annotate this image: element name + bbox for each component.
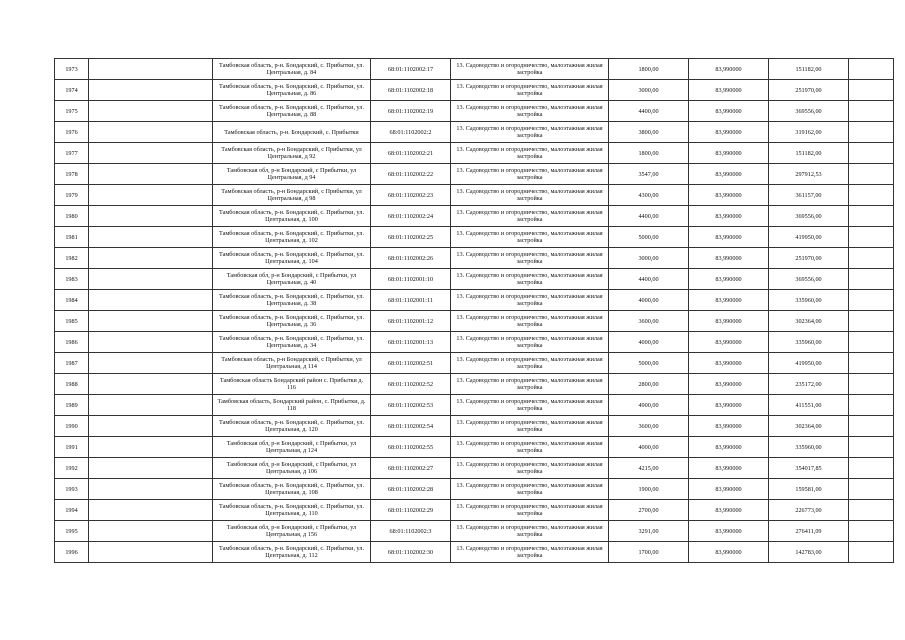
empty-cell (849, 332, 894, 353)
row-number: 1994 (55, 500, 89, 521)
area-cell: 3600,00 (609, 311, 689, 332)
address-cell: Тамбовская область, р-н. Бондарский, с. Прибытки, ул. Центральная, д. 112 (213, 542, 371, 563)
row-number: 1973 (55, 59, 89, 80)
table-row (55, 374, 894, 395)
cadastral-value-cell: 302364,00 (769, 311, 849, 332)
address-cell: Тамбовская область, р-н. Бондарский, с. Прибытки, ул. Центральная, д. 34 (213, 332, 371, 353)
empty-cell (89, 164, 213, 185)
empty-cell (849, 500, 894, 521)
specific-value-cell: 83,990000 (689, 269, 769, 290)
area-cell: 4400,00 (609, 269, 689, 290)
address-cell: Тамбовская область, р-н. Бондарский, с. Прибытки, ул. Центральная, д. 110 (213, 500, 371, 521)
cadastral-number-cell: 68:01:1102002:26 (371, 248, 451, 269)
address-cell: Тамбовская обл, р-н Бондарский, с Прибытки, ул Центральная, д 156 (213, 521, 371, 542)
specific-value-cell: 83,990000 (689, 458, 769, 479)
land-use-cell: 13. Садоводство и огородничество, малоэтажная жилая застройка (451, 227, 609, 248)
land-use-cell: 13. Садоводство и огородничество, малоэтажная жилая застройка (451, 206, 609, 227)
specific-value-cell: 83,990000 (689, 290, 769, 311)
table-row (55, 122, 894, 143)
row-number: 1988 (55, 374, 89, 395)
area-cell: 2800,00 (609, 374, 689, 395)
cadastral-value-cell: 159581,00 (769, 479, 849, 500)
cadastral-value-cell: 251970,00 (769, 248, 849, 269)
empty-cell (89, 353, 213, 374)
table-row (55, 395, 894, 416)
area-cell: 3000,00 (609, 248, 689, 269)
address-cell: Тамбовская обл, р-н Бондарский, с Прибытки, ул Центральная, д 106 (213, 458, 371, 479)
area-cell: 4300,00 (609, 185, 689, 206)
cadastral-number-cell: 68:01:1102002:23 (371, 185, 451, 206)
row-number: 1979 (55, 185, 89, 206)
cadastral-number-cell: 68:01:1102002:51 (371, 353, 451, 374)
specific-value-cell: 83,990000 (689, 374, 769, 395)
cadastral-number-cell: 68:01:1102002:21 (371, 143, 451, 164)
empty-cell (849, 59, 894, 80)
land-use-cell: 13. Садоводство и огородничество, малоэтажная жилая застройка (451, 521, 609, 542)
specific-value-cell: 83,990000 (689, 227, 769, 248)
cadastral-value-cell: 302364,00 (769, 416, 849, 437)
cadastral-number-cell: 68:01:1102002:52 (371, 374, 451, 395)
cadastral-number-cell: 68:01:1102001:13 (371, 332, 451, 353)
specific-value-cell: 83,990000 (689, 416, 769, 437)
table-row (55, 542, 894, 563)
cadastral-number-cell: 68:01:1102002:29 (371, 500, 451, 521)
specific-value-cell: 83,990000 (689, 185, 769, 206)
empty-cell (849, 143, 894, 164)
specific-value-cell: 83,990000 (689, 395, 769, 416)
row-number: 1989 (55, 395, 89, 416)
row-number: 1990 (55, 416, 89, 437)
land-use-cell: 13. Садоводство и огородничество, малоэтажная жилая застройка (451, 332, 609, 353)
area-cell: 3547,00 (609, 164, 689, 185)
empty-cell (849, 395, 894, 416)
land-use-cell: 13. Садоводство и огородничество, малоэтажная жилая застройка (451, 458, 609, 479)
address-cell: Тамбовская область, р-н. Бондарский, с. Прибытки, ул. Центральная, д. 36 (213, 311, 371, 332)
area-cell: 4900,00 (609, 395, 689, 416)
cadastral-number-cell: 68:01:1102002:3 (371, 521, 451, 542)
table-row (55, 500, 894, 521)
row-number: 1980 (55, 206, 89, 227)
land-use-cell: 13. Садоводство и огородничество, малоэтажная жилая застройка (451, 101, 609, 122)
empty-cell (849, 353, 894, 374)
empty-cell (89, 416, 213, 437)
land-use-cell: 13. Садоводство и огородничество, малоэтажная жилая застройка (451, 122, 609, 143)
cadastral-number-cell: 68:01:1102002:55 (371, 437, 451, 458)
row-number: 1978 (55, 164, 89, 185)
cadastral-value-cell: 361157,00 (769, 185, 849, 206)
land-use-cell: 13. Садоводство и огородничество, малоэтажная жилая застройка (451, 479, 609, 500)
specific-value-cell: 83,990000 (689, 206, 769, 227)
cadastral-value-cell: 335960,00 (769, 332, 849, 353)
address-cell: Тамбовская обл, р-н Бондарский, с Прибытки, ул Центральная, д 124 (213, 437, 371, 458)
empty-cell (849, 248, 894, 269)
land-use-cell: 13. Садоводство и огородничество, малоэтажная жилая застройка (451, 311, 609, 332)
empty-cell (89, 143, 213, 164)
cadastral-value-cell: 297912,53 (769, 164, 849, 185)
address-cell: Тамбовская область, р-н Бондарский, с Прибытки, ул Центральная, д 98 (213, 185, 371, 206)
empty-cell (849, 479, 894, 500)
empty-cell (89, 122, 213, 143)
address-cell: Тамбовская область, р-н. Бондарский, с. Прибытки, ул. Центральная, д. 86 (213, 80, 371, 101)
empty-cell (89, 395, 213, 416)
address-cell: Тамбовская область, р-н. Бондарский, с. Прибытки, ул. Центральная, д. 102 (213, 227, 371, 248)
cadastral-number-cell: 68:01:1102002:18 (371, 80, 451, 101)
row-number: 1993 (55, 479, 89, 500)
area-cell: 1800,00 (609, 143, 689, 164)
specific-value-cell: 83,990000 (689, 332, 769, 353)
cadastral-number-cell: 68:01:1102002:54 (371, 416, 451, 437)
land-use-cell: 13. Садоводство и огородничество, малоэтажная жилая застройка (451, 542, 609, 563)
cadastral-value-cell: 151182,00 (769, 143, 849, 164)
area-cell: 3800,00 (609, 122, 689, 143)
empty-cell (89, 206, 213, 227)
table-row (55, 353, 894, 374)
cadastral-value-cell: 369556,00 (769, 101, 849, 122)
address-cell: Тамбовская область, р-н. Бондарский, с. Прибытки (213, 122, 371, 143)
empty-cell (89, 542, 213, 563)
address-cell: Тамбовская обл, р-н Бондарский, с Прибытки, ул Центральная, д 94 (213, 164, 371, 185)
row-number: 1986 (55, 332, 89, 353)
empty-cell (849, 101, 894, 122)
table-row (55, 437, 894, 458)
area-cell: 1800,00 (609, 59, 689, 80)
address-cell: Тамбовская область, р-н. Бондарский, с. Прибытки, ул. Центральная, д. 100 (213, 206, 371, 227)
area-cell: 1900,00 (609, 479, 689, 500)
address-cell: Тамбовская область, р-н Бондарский, с Прибытки, ул Центральная, д 114 (213, 353, 371, 374)
cadastral-value-cell: 226773,00 (769, 500, 849, 521)
cadastral-number-cell: 68:01:1102001:12 (371, 311, 451, 332)
area-cell: 4215,00 (609, 458, 689, 479)
empty-cell (89, 59, 213, 80)
cadastral-number-cell: 68:01:1102002:17 (371, 59, 451, 80)
land-use-cell: 13. Садоводство и огородничество, малоэтажная жилая застройка (451, 416, 609, 437)
area-cell: 3600,00 (609, 416, 689, 437)
land-use-cell: 13. Садоводство и огородничество, малоэтажная жилая застройка (451, 59, 609, 80)
empty-cell (89, 374, 213, 395)
address-cell: Тамбовская область, р-н Бондарский, с Прибытки, ул Центральная, д 92 (213, 143, 371, 164)
empty-cell (89, 101, 213, 122)
land-use-cell: 13. Садоводство и огородничество, малоэтажная жилая застройка (451, 164, 609, 185)
cadastral-value-cell: 276411,09 (769, 521, 849, 542)
cadastral-number-cell: 68:01:1102002:53 (371, 395, 451, 416)
table-row (55, 143, 894, 164)
specific-value-cell: 83,990000 (689, 542, 769, 563)
empty-cell (89, 80, 213, 101)
empty-cell (849, 437, 894, 458)
area-cell: 2700,00 (609, 500, 689, 521)
cadastral-value-cell: 419950,00 (769, 353, 849, 374)
cadastral-number-cell: 68:01:1102002:19 (371, 101, 451, 122)
table-row (55, 80, 894, 101)
specific-value-cell: 83,990000 (689, 353, 769, 374)
empty-cell (89, 437, 213, 458)
land-use-cell: 13. Садоводство и огородничество, малоэтажная жилая застройка (451, 437, 609, 458)
empty-cell (849, 311, 894, 332)
address-cell: Тамбовская область, р-н. Бондарский, с. Прибытки, ул. Центральная, д. 38 (213, 290, 371, 311)
land-use-cell: 13. Садоводство и огородничество, малоэтажная жилая застройка (451, 269, 609, 290)
empty-cell (89, 269, 213, 290)
land-use-cell: 13. Садоводство и огородничество, малоэтажная жилая застройка (451, 143, 609, 164)
area-cell: 5000,00 (609, 353, 689, 374)
address-cell: Тамбовская область, р-н. Бондарский, с. Прибытки, ул. Центральная, д. 84 (213, 59, 371, 80)
empty-cell (849, 122, 894, 143)
specific-value-cell: 83,990000 (689, 101, 769, 122)
row-number: 1976 (55, 122, 89, 143)
table-row (55, 290, 894, 311)
cadastral-value-cell: 354017,85 (769, 458, 849, 479)
area-cell: 4000,00 (609, 290, 689, 311)
row-number: 1996 (55, 542, 89, 563)
empty-cell (89, 290, 213, 311)
area-cell: 4000,00 (609, 437, 689, 458)
empty-cell (849, 269, 894, 290)
cadastral-number-cell: 68:01:1102002:2 (371, 122, 451, 143)
cadastral-number-cell: 68:01:1102002:22 (371, 164, 451, 185)
cadastral-value-cell: 419950,00 (769, 227, 849, 248)
cadastral-number-cell: 68:01:1102002:25 (371, 227, 451, 248)
cadastral-number-cell: 68:01:1102002:24 (371, 206, 451, 227)
specific-value-cell: 83,990000 (689, 248, 769, 269)
empty-cell (849, 290, 894, 311)
row-number: 1991 (55, 437, 89, 458)
area-cell: 3291,00 (609, 521, 689, 542)
table-row (55, 227, 894, 248)
land-use-cell: 13. Садоводство и огородничество, малоэтажная жилая застройка (451, 185, 609, 206)
address-cell: Тамбовская область, Бондарский район, с. Прибытки, д. 118 (213, 395, 371, 416)
land-use-cell: 13. Садоводство и огородничество, малоэтажная жилая застройка (451, 248, 609, 269)
cadastral-value-cell: 411551,00 (769, 395, 849, 416)
cadastral-value-cell: 251970,00 (769, 80, 849, 101)
cadastral-value-table (54, 58, 894, 563)
cadastral-value-cell: 151182,00 (769, 59, 849, 80)
cadastral-number-cell: 68:01:1102001:11 (371, 290, 451, 311)
address-cell: Тамбовская область, р-н. Бондарский, с. Прибытки, ул. Центральная, д. 88 (213, 101, 371, 122)
row-number: 1974 (55, 80, 89, 101)
specific-value-cell: 83,990000 (689, 122, 769, 143)
table-row (55, 164, 894, 185)
empty-cell (89, 458, 213, 479)
row-number: 1985 (55, 311, 89, 332)
row-number: 1983 (55, 269, 89, 290)
empty-cell (849, 80, 894, 101)
area-cell: 3000,00 (609, 80, 689, 101)
table-row (55, 59, 894, 80)
table-row (55, 248, 894, 269)
address-cell: Тамбовская область, р-н. Бондарский, с. Прибытки, ул. Центральная, д. 104 (213, 248, 371, 269)
address-cell: Тамбовская область, р-н. Бондарский, с. Прибытки, ул. Центральная, д. 120 (213, 416, 371, 437)
empty-cell (849, 227, 894, 248)
cadastral-number-cell: 68:01:1102002:28 (371, 479, 451, 500)
address-cell: Тамбовская область Бондарский район с. Прибытки д. 116 (213, 374, 371, 395)
empty-cell (849, 185, 894, 206)
specific-value-cell: 83,990000 (689, 164, 769, 185)
empty-cell (89, 185, 213, 206)
empty-cell (89, 332, 213, 353)
empty-cell (849, 374, 894, 395)
empty-cell (89, 227, 213, 248)
cadastral-number-cell: 68:01:1102001:10 (371, 269, 451, 290)
land-use-cell: 13. Садоводство и огородничество, малоэтажная жилая застройка (451, 80, 609, 101)
row-number: 1987 (55, 353, 89, 374)
empty-cell (89, 521, 213, 542)
row-number: 1982 (55, 248, 89, 269)
empty-cell (89, 500, 213, 521)
table-row (55, 416, 894, 437)
row-number: 1992 (55, 458, 89, 479)
row-number: 1975 (55, 101, 89, 122)
empty-cell (849, 206, 894, 227)
cadastral-value-cell: 335960,00 (769, 290, 849, 311)
table-row (55, 206, 894, 227)
address-cell: Тамбовская область, р-н. Бондарский, с. Прибытки, ул. Центральная, д. 108 (213, 479, 371, 500)
empty-cell (89, 248, 213, 269)
specific-value-cell: 83,990000 (689, 437, 769, 458)
address-cell: Тамбовская обл, р-н Бондарский, с Прибытки, ул Центральная, д. 40 (213, 269, 371, 290)
cadastral-number-cell: 68:01:1102002:27 (371, 458, 451, 479)
specific-value-cell: 83,990000 (689, 521, 769, 542)
table-row (55, 311, 894, 332)
empty-cell (849, 164, 894, 185)
cadastral-value-cell: 335960,00 (769, 437, 849, 458)
land-use-cell: 13. Садоводство и огородничество, малоэтажная жилая застройка (451, 353, 609, 374)
table-row (55, 185, 894, 206)
empty-cell (849, 521, 894, 542)
table-row (55, 332, 894, 353)
table-row (55, 269, 894, 290)
area-cell: 1700,00 (609, 542, 689, 563)
empty-cell (849, 416, 894, 437)
land-use-cell: 13. Садоводство и огородничество, малоэтажная жилая застройка (451, 395, 609, 416)
row-number: 1984 (55, 290, 89, 311)
table-row (55, 458, 894, 479)
cadastral-value-cell: 319162,00 (769, 122, 849, 143)
land-use-cell: 13. Садоводство и огородничество, малоэтажная жилая застройка (451, 290, 609, 311)
specific-value-cell: 83,990000 (689, 311, 769, 332)
specific-value-cell: 83,990000 (689, 500, 769, 521)
area-cell: 5000,00 (609, 227, 689, 248)
area-cell: 4400,00 (609, 206, 689, 227)
land-use-cell: 13. Садоводство и огородничество, малоэтажная жилая застройка (451, 374, 609, 395)
table-body (55, 59, 894, 563)
table-row (55, 479, 894, 500)
empty-cell (849, 458, 894, 479)
table-row (55, 521, 894, 542)
empty-cell (89, 311, 213, 332)
table-row (55, 101, 894, 122)
specific-value-cell: 83,990000 (689, 479, 769, 500)
row-number: 1995 (55, 521, 89, 542)
empty-cell (849, 542, 894, 563)
specific-value-cell: 83,990000 (689, 80, 769, 101)
cadastral-value-cell: 235172,00 (769, 374, 849, 395)
cadastral-value-cell: 369556,00 (769, 206, 849, 227)
specific-value-cell: 83,990000 (689, 59, 769, 80)
cadastral-number-cell: 68:01:1102002:30 (371, 542, 451, 563)
area-cell: 4000,00 (609, 332, 689, 353)
row-number: 1981 (55, 227, 89, 248)
specific-value-cell: 83,990000 (689, 143, 769, 164)
row-number: 1977 (55, 143, 89, 164)
cadastral-value-cell: 142783,00 (769, 542, 849, 563)
empty-cell (89, 479, 213, 500)
cadastral-value-cell: 369556,00 (769, 269, 849, 290)
area-cell: 4400,00 (609, 101, 689, 122)
land-use-cell: 13. Садоводство и огородничество, малоэтажная жилая застройка (451, 500, 609, 521)
